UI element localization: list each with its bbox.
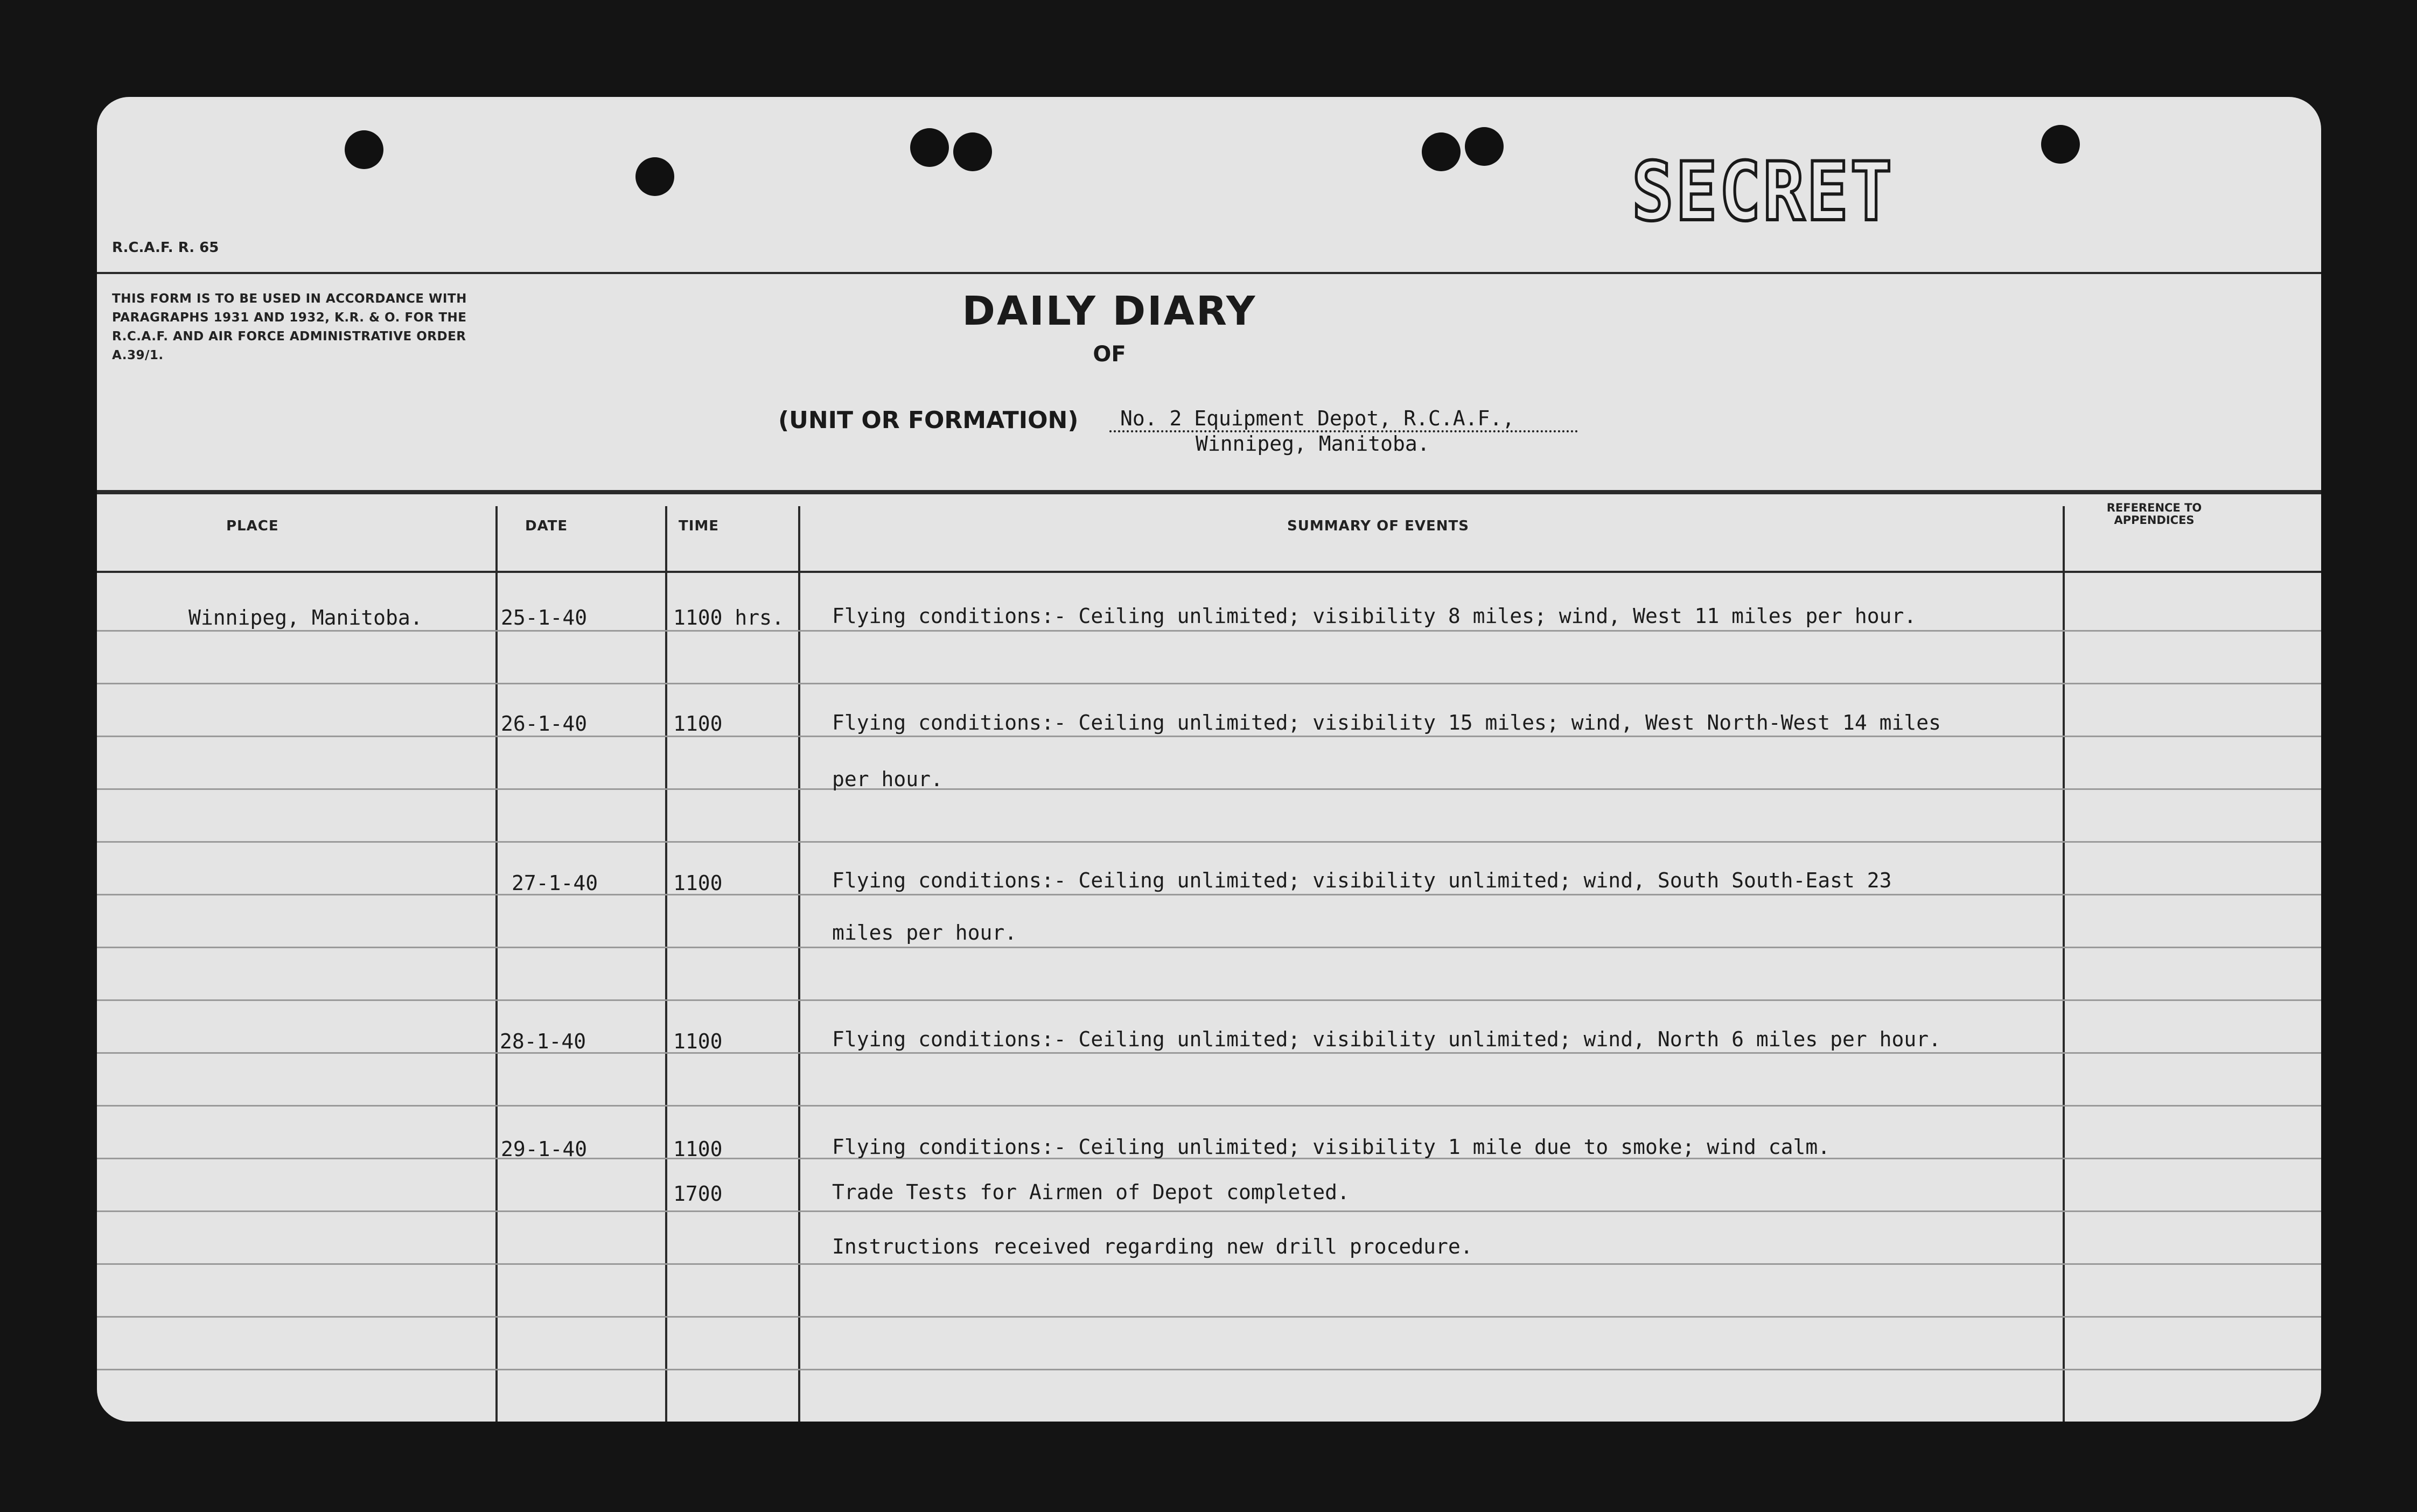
ruled-line	[97, 1052, 2321, 1054]
entry-summary: miles per hour.	[832, 921, 1017, 944]
entry-time: 1100	[673, 871, 723, 895]
column-header-place: PLACE	[226, 518, 279, 534]
ruled-line	[97, 894, 2321, 895]
page-title: DAILY DIARY	[962, 288, 1257, 334]
ruled-line	[97, 630, 2321, 632]
table-top-rule	[97, 490, 2321, 494]
entry-date: 25-1-40	[501, 606, 588, 629]
column-header-time: TIME	[679, 518, 719, 534]
punch-hole	[1422, 132, 1461, 171]
entry-time: 1100	[673, 712, 723, 736]
ruled-line	[97, 1316, 2321, 1318]
punch-hole	[1465, 127, 1504, 166]
entry-date: 27-1-40	[512, 871, 598, 895]
entry-summary: Flying conditions:- Ceiling unlimited; visibility unlimited; wind, North 6 miles per hour.	[832, 1027, 1941, 1051]
entry-date: 28-1-40	[500, 1030, 586, 1053]
secret-stamp: SECRET	[1632, 145, 1894, 239]
unit-place: Winnipeg, Manitoba.	[1196, 432, 1430, 456]
ruled-line	[97, 1105, 2321, 1107]
header-rule	[97, 272, 2321, 274]
column-header-rule	[97, 571, 2321, 573]
entry-summary: Flying conditions:- Ceiling unlimited; visibility unlimited; wind, South South-East 23	[832, 869, 1892, 892]
entry-summary: Flying conditions:- Ceiling unlimited; visibility 8 miles; wind, West 11 miles per hour.	[832, 604, 1917, 628]
entry-time: 1700	[673, 1182, 723, 1206]
ruled-line	[97, 1263, 2321, 1265]
entry-summary: per hour.	[832, 767, 943, 791]
punch-hole	[910, 128, 949, 167]
column-divider	[665, 506, 667, 1422]
form-note: THIS FORM IS TO BE USED IN ACCORDANCE WITH PARAGRAPHS 1931 AND 1932, K.R. & O. FOR THE R.C.A.F. AND AIR FORCE ADMINISTRATIVE ORDER A.39/1.	[112, 292, 467, 362]
entry-place: Winnipeg, Manitoba.	[188, 606, 423, 629]
ruled-line	[97, 683, 2321, 684]
ruled-line	[97, 736, 2321, 737]
unit-label: (UNIT OR FORMATION)	[778, 407, 1079, 434]
entry-time: 1100	[673, 1030, 723, 1053]
entry-time: 1100	[673, 1137, 723, 1161]
column-header-date: DATE	[525, 518, 568, 534]
diary-page	[97, 97, 2321, 1422]
form-code: R.C.A.F. R. 65	[112, 240, 219, 256]
column-header-reference: REFERENCE TO APPENDICES	[2106, 501, 2202, 527]
column-divider	[495, 506, 498, 1422]
entry-date: 29-1-40	[501, 1137, 588, 1161]
punch-hole	[2041, 125, 2080, 164]
punch-hole	[345, 130, 383, 169]
column-header-summary: SUMMARY OF EVENTS	[1287, 518, 1469, 534]
punch-hole	[635, 157, 674, 196]
title-of: OF	[1093, 342, 1126, 367]
column-divider	[2063, 506, 2065, 1422]
entry-time: 1100 hrs.	[673, 606, 784, 629]
entry-date: 26-1-40	[501, 712, 588, 736]
entry-summary: Trade Tests for Airmen of Depot completed.	[832, 1180, 1350, 1204]
entry-summary: Instructions received regarding new drill procedure.	[832, 1235, 1473, 1258]
ruled-line	[97, 1369, 2321, 1370]
ruled-line	[97, 1210, 2321, 1212]
unit-name: No. 2 Equipment Depot, R.C.A.F.,	[1109, 407, 1578, 432]
entry-summary: Flying conditions:- Ceiling unlimited; visibility 1 mile due to smoke; wind calm.	[832, 1135, 1831, 1159]
entry-summary: Flying conditions:- Ceiling unlimited; visibility 15 miles; wind, West North-West 14 miles	[832, 711, 1941, 734]
ruled-line	[97, 788, 2321, 790]
punch-hole	[953, 132, 992, 171]
ruled-line	[97, 999, 2321, 1001]
ruled-line	[97, 947, 2321, 948]
column-divider	[798, 506, 800, 1422]
ruled-line	[97, 841, 2321, 843]
